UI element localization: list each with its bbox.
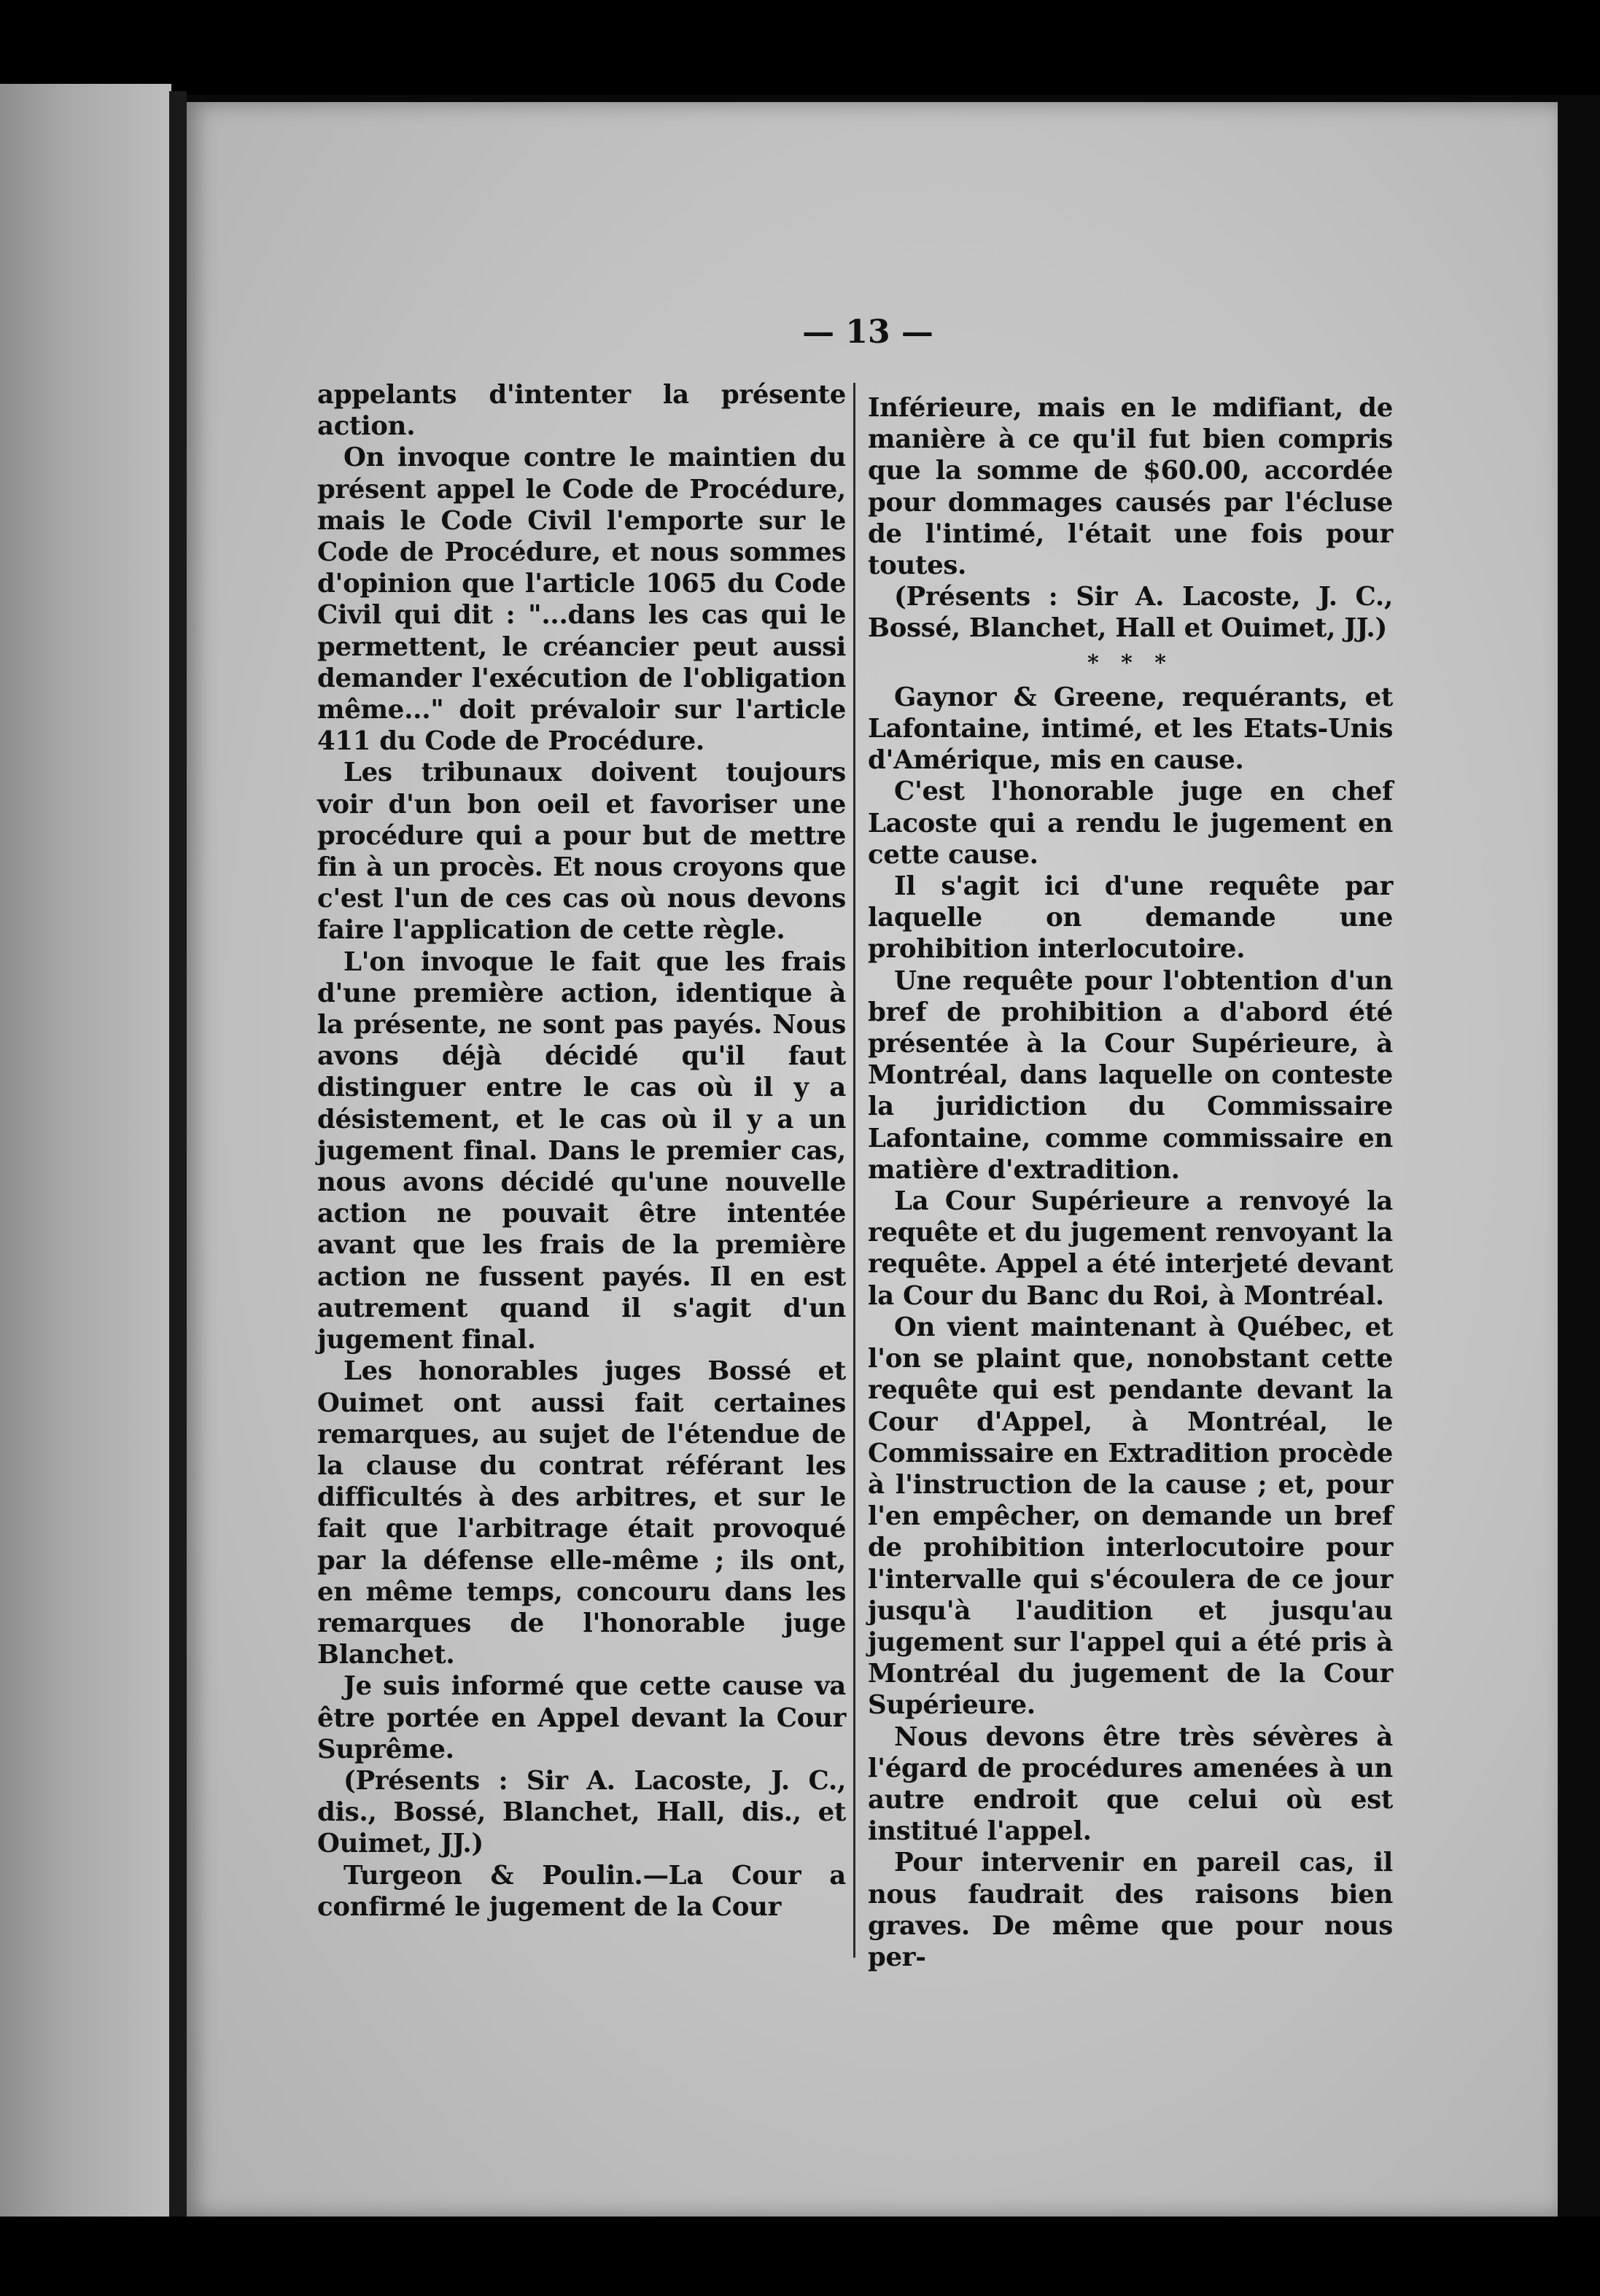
paragraph: L'on invoque le fait que les frais d'une première action, identique à la présente, ne sont pas payés. Nous avons déjà décidé qu'il faut distinguer entre le cas où il y a désistement, et le cas où il y a un jugement final. Dans le premier cas, nous avons décidé qu'une nouvelle action ne pouvait être intentée avant que les frais de la première action ne fussent payés. Il en est autrement quand il s'agit d'un jugement final. — [317, 946, 846, 1355]
paragraph: (Présents : Sir A. Lacoste, J. C., dis., Bossé, Blanchet, Hall, dis., et Ouimet, JJ.) — [317, 1765, 846, 1859]
paragraph: Nous devons être très sévères à l'égard de procédures amenées à un autre endroit que celui où est institué l'appel. — [868, 1721, 1393, 1847]
paragraph: Turgeon & Poulin.—La Cour a confirmé le jugement de la Cour — [317, 1860, 846, 1922]
paragraph: La Cour Supérieure a renvoyé la requête et du jugement renvoyant la requête. Appel a été interjeté devant la Cour du Banc du Roi, à Montréal. — [868, 1186, 1393, 1311]
paragraph: On invoque contre le maintien du présent appel le Code de Procédure, mais le Code Civil l'emporte sur le Code de Procédure, et nous sommes d'opinion que l'article 1065 du Code Civil qui dit : "...dans les cas qui le permettent, le créancier peut aussi demander l'exécution de l'obligation même..." doit prévaloir sur l'article 411 du Code de Procédure. — [317, 443, 846, 757]
paragraph: Inférieure, mais en le mdifiant, de manière à ce qu'il fut bien compris que la somme de $60.00, accordée pour dommages causés par l'écluse de l'intimé, l'était une fois pour toutes. — [868, 393, 1393, 581]
section-separator: * * * — [1087, 650, 1173, 676]
column-divider — [853, 383, 855, 1958]
book-gutter — [169, 91, 187, 2231]
paragraph: On vient maintenant à Québec, et l'on se plaint que, nonobstant cette requête qui est pendante devant la Cour d'Appel, à Montréal, le Commissaire en Extradition procède à l'instruction de la cause ; et, pour l'en empêcher, on demande un bref de prohibition interlocutoire pour l'intervalle qui s'écoulera de ce jour jusqu'à l'audition et jusqu'au jugement sur l'appel qui a été pris à Montréal du jugement de la Cour Supérieure. — [868, 1312, 1393, 1721]
paragraph: Je suis informé que cette cause va être portée en Appel devant la Cour Suprême. — [317, 1671, 846, 1764]
scan-top-border — [0, 0, 1600, 95]
paragraph: Les tribunaux doivent toujours voir d'un bon oeil et favoriser une procédure qui a pour but de mettre fin à un procès. Et nous croyons que c'est l'un de ces cas où nous devons faire l'application de cette règle. — [317, 758, 846, 946]
paragraph: Une requête pour l'obtention d'un bref de prohibition a d'abord été présentée à la Cour Supérieure, à Montréal, dans laquelle on conteste la juridiction du Commissaire Lafontaine, comme commissaire en matière d'extradition. — [868, 965, 1393, 1185]
scan-bottom-border — [0, 2217, 1600, 2296]
paragraph: Pour intervenir en pareil cas, il nous faudrait des raisons bien graves. De même que pour nous per- — [868, 1848, 1393, 1972]
paragraph: Les honorables juges Bossé et Ouimet ont aussi fait certaines remarques, au sujet de l'étendue de la clause du contrat référant les difficultés à des arbitres, et sur le fait que l'arbitrage était provoqué par la défense elle-même ; ils ont, en même temps, concouru dans les remarques de l'honorable juge Blanchet. — [317, 1356, 846, 1670]
page-number: — 13 — — [802, 314, 933, 351]
left-column — [317, 379, 846, 1923]
facing-page-edge — [0, 84, 171, 2231]
paragraph: C'est l'honorable juge en chef Lacoste qui a rendu le jugement en cette cause. — [868, 777, 1393, 870]
paragraph: Il s'agit ici d'une requête par laquelle on demande une prohibition interlocutoire. — [868, 871, 1393, 965]
scan-right-border — [1558, 102, 1600, 2217]
paragraph: (Présents : Sir A. Lacoste, J. C., Bossé, Blanchet, Hall et Ouimet, JJ.) — [868, 582, 1393, 644]
right-column — [868, 392, 1393, 1973]
paragraph: Gaynor & Greene, requérants, et Lafontaine, intimé, et les Etats-Unis d'Amérique, mis en cause. — [868, 682, 1393, 776]
paragraph: appelants d'intenter la présente action. — [317, 380, 846, 442]
